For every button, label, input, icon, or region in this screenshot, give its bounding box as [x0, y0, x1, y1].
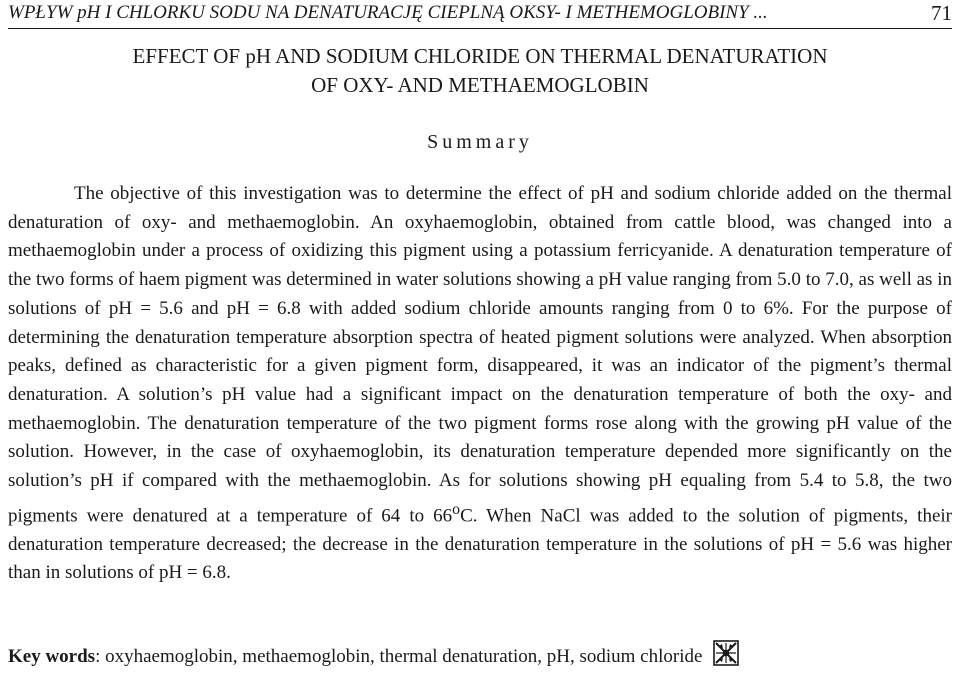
- abstract-text-part-1: The objective of this investigation was to determine the effect of pH and sodium chloride added on the thermal denaturation of oxy- and methaemoglobin. An oxyhaemoglobin, obtained from cattle blood, was changed into a methaemoglobin under a process of oxidizing this pigment using a potassium ferricyanide. A denaturation temperature of the two forms of haem pigment was determined in water solutions showing a pH value ranging from 5.0 to 7.0, as well as in solutions of pH = 5.6 and pH = 6.8 with added sodium chloride amounts ranging from 0 to 6%. For the purpose of determining the denaturation temperature absorption spectra of heated pigment solutions were analyzed. When absorption peaks, defined as characteristic for a given pigment form, disappeared, it was an indicator of the pigment’s thermal denaturation. A solution’s pH value had a significant impact on the denaturation temperature of both the oxy- and methaemoglobin. The denaturation temperature of the two pigment forms rose along with the growing pH value of the solution. However, in the case of oxyhaemoglobin, its denaturation temperature depended more significantly on the solution’s pH if compared with the methaemoglobin. As for solutions showing pH equaling from 5.4 to 5.8, the two pigments were denatured at a temperature of 64 to 66: [8, 183, 952, 527]
- paper-title-line-2: OF OXY- AND METHAEMOGLOBIN: [311, 73, 649, 97]
- running-header: [8, 0, 952, 26]
- keywords-separator: :: [95, 646, 106, 667]
- ornament-crest-icon: [713, 640, 739, 674]
- abstract-paragraph: [8, 180, 952, 588]
- paper-title-line-1: EFFECT OF pH AND SODIUM CHLORIDE ON THERMAL DENATURATION: [132, 44, 828, 68]
- paper-title: [0, 42, 960, 100]
- keywords-label: Key words: [8, 646, 96, 667]
- page-number: 71: [931, 1, 952, 25]
- abstract-body: [8, 180, 952, 588]
- keywords-text: oxyhaemoglobin, methaemoglobin, thermal denaturation, pH, sodium chloride: [105, 646, 703, 667]
- running-header-text: WPŁYW pH I CHLORKU SODU NA DENATURACJĘ CIEPLNĄ OKSY- I METHEMOGLOBINY ...: [8, 2, 768, 23]
- degree-superscript: o: [452, 500, 461, 518]
- summary-heading: Summary: [427, 131, 533, 153]
- abstract-text-part-2: C. When NaCl was added to the solution of pigments, their denaturation temperature decreased; the decrease in the denaturation temperature in the solutions of pH = 5.6 was higher than in solutions of pH = 6.8.: [8, 505, 952, 584]
- keywords-line: [8, 640, 952, 674]
- header-rule: [8, 28, 952, 29]
